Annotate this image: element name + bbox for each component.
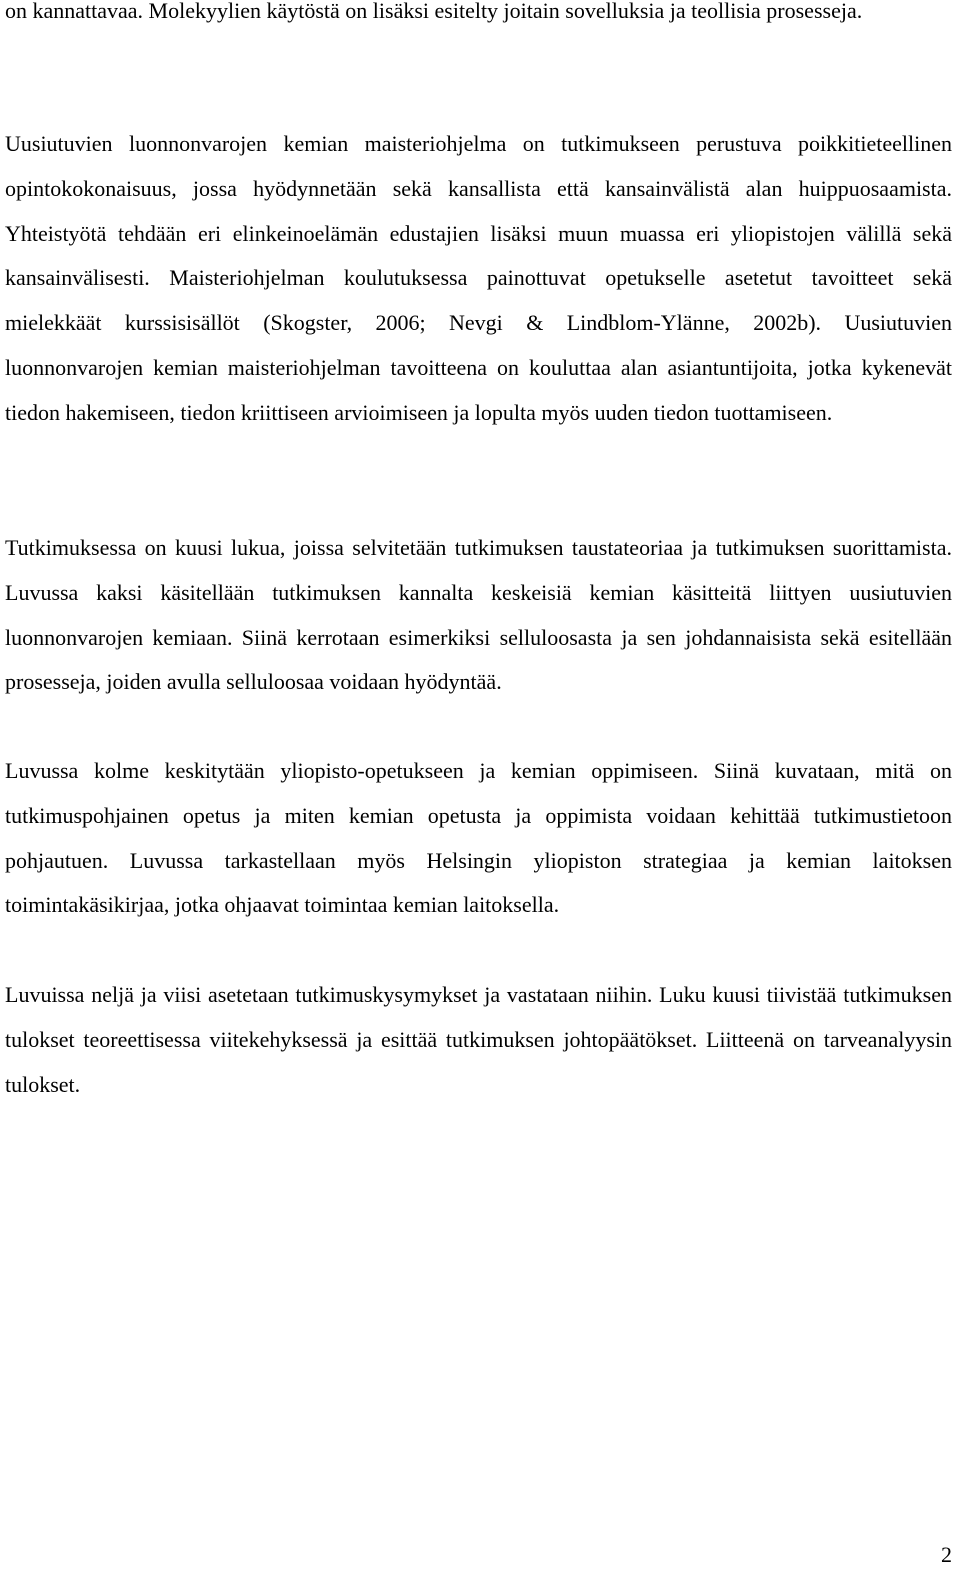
page-number: 2 xyxy=(941,1542,952,1567)
paragraph-5: Luvuissa neljä ja viisi asetetaan tutkimuskysymykset ja vastataan niihin. Luku kuusi tiivistää tutkimuksen tulokset teoreettisessa viitekehyksessä ja esittää tutkimuksen johtopäätökset. Liitteenä on tarveanalyysin tulokset. xyxy=(5,982,952,1097)
paragraph-4: Luvussa kolme keskitytään yliopisto-opetukseen ja kemian oppimiseen. Siinä kuvataan, mitä on tutkimuspohjainen opetus ja miten kemian opetusta ja oppimista voidaan kehittää tutkimustietoon pohjautuen. Luvussa tarkastellaan myös Helsingin yliopiston strategiaa ja kemian laitoksen toimintakäsikirjaa, jotka ohjaavat toimintaa kemian laitoksella. xyxy=(5,758,952,918)
paragraph-2: Uusiutuvien luonnonvarojen kemian maisteriohjelma on tutkimukseen perustuva poikkitieteellinen opintokokonaisuus, jossa hyödynnetään sekä kansallista että kansainvälistä alan huippuosaamista. Yhteistyötä tehdään eri elinkeinoelämän edustajien lisäksi muun muassa eri yliopistojen välillä sekä kansainvälisesti. Maisteriohjelman koulutuksessa painottuvat opetukselle asetetut tavoitteet sekä mielekkäät kurssisisällöt (Skogster, 2006; Nevgi & Lindblom-Ylänne, 2002b). Uusiutuvien luonnonvarojen kemian maisteriohjelman tavoitteena on kouluttaa alan asiantuntijoita, jotka kykenevät tiedon hakemiseen, tiedon kriittiseen arvioimiseen ja lopulta myös uuden tiedon tuottamiseen. xyxy=(5,131,952,425)
paragraph-1: on kannattavaa. Molekyylien käytöstä on lisäksi esitelty joitain sovelluksia ja teollisia prosesseja. xyxy=(5,0,863,23)
paragraph-3: Tutkimuksessa on kuusi lukua, joissa selvitetään tutkimuksen taustateoriaa ja tutkimuksen suorittamista. Luvussa kaksi käsitellään tutkimuksen kannalta keskeisiä kemian käsitteitä liittyen uusiutuvien luonnonvarojen kemiaan. Siinä kerrotaan esimerkiksi selluloosasta ja sen johdannaisista sekä esitellään prosesseja, joiden avulla selluloosaa voidaan hyödyntää. xyxy=(5,535,952,695)
